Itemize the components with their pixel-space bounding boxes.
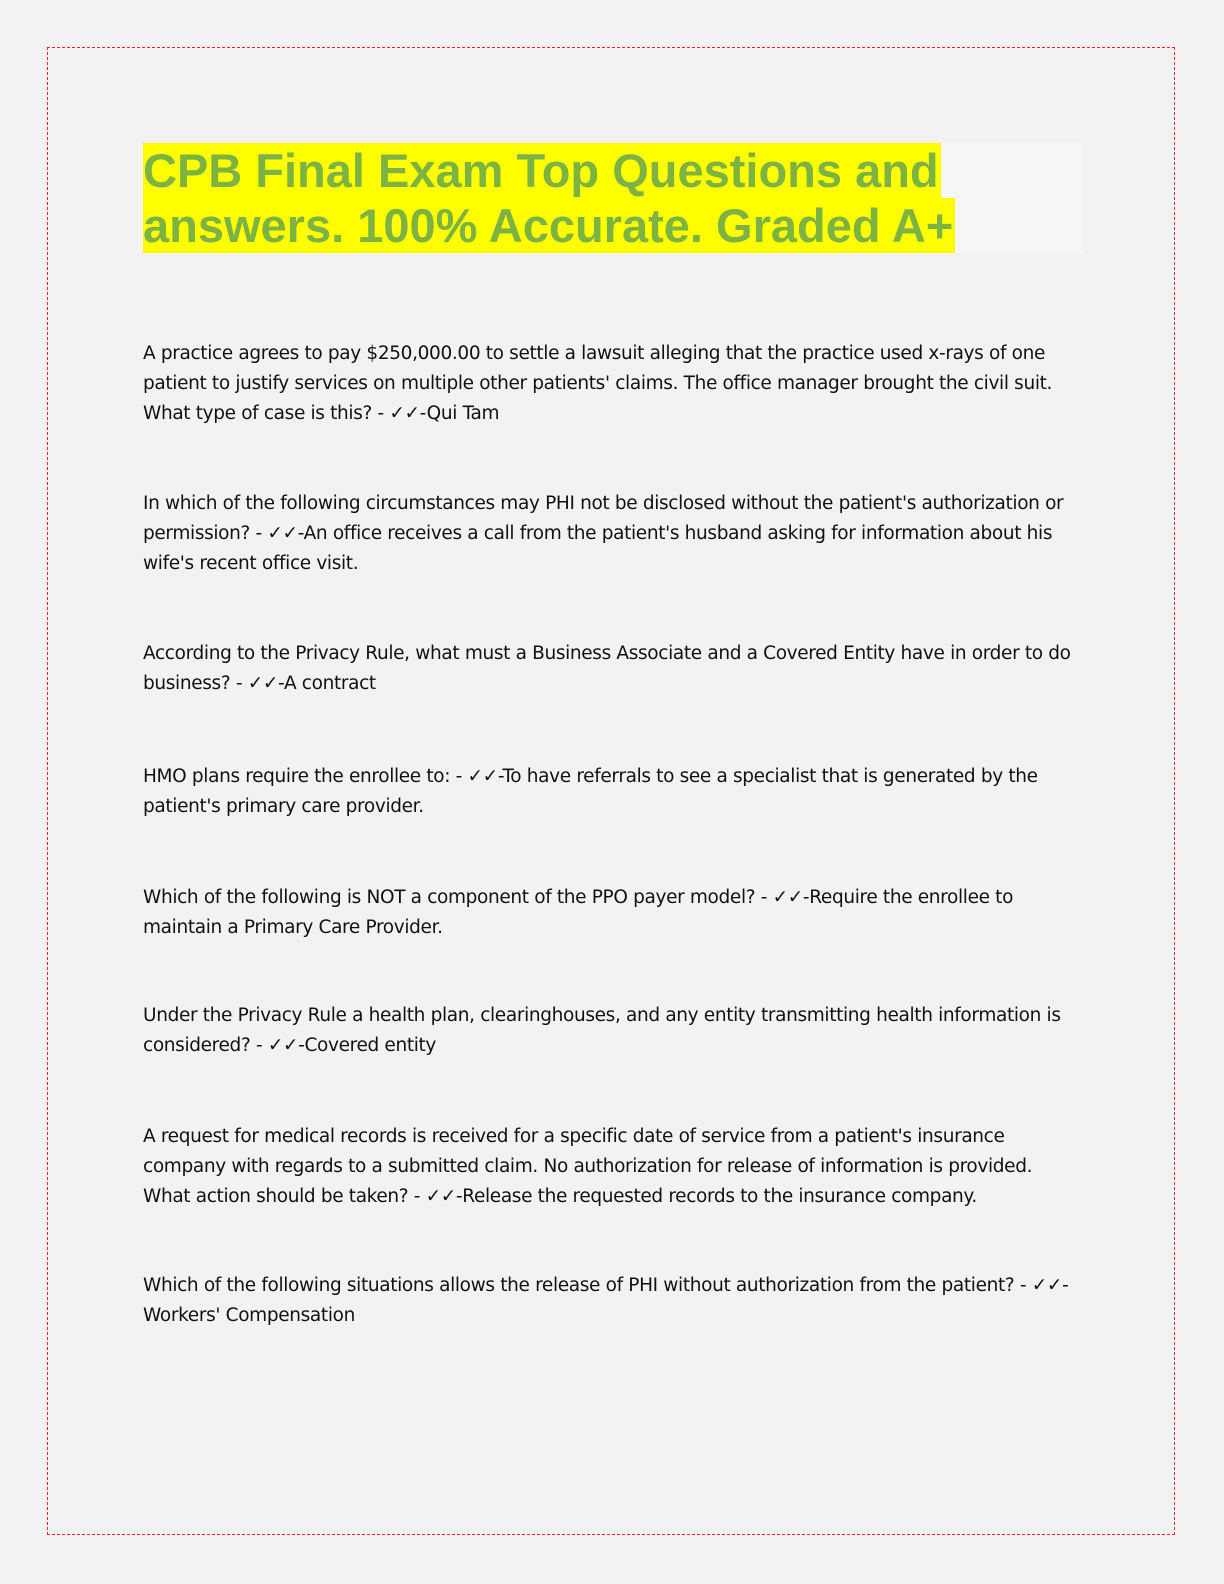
double-check-icon: ✓✓ (772, 887, 803, 908)
qa-item-7 (143, 1122, 1083, 1212)
qa-item-1 (143, 339, 1083, 429)
separator: - (250, 1035, 268, 1056)
answer-prefix: - (278, 673, 284, 694)
answer-text: Require the enrollee to maintain a Primary Care Provider. (143, 887, 1014, 938)
answer-text: To have referrals to see a specialist that is generated by the patient's primary care provider. (143, 766, 1038, 817)
answer-prefix: - (419, 403, 427, 424)
answer-prefix: - (1062, 1275, 1068, 1296)
answer-prefix: - (297, 523, 304, 544)
separator: - (371, 403, 390, 424)
separator: - (250, 523, 268, 544)
question-text: Which of the following situations allows the release of PHI without authorization from the patient? (143, 1275, 1015, 1296)
answer-prefix: - (455, 1186, 463, 1207)
qa-item-4 (143, 762, 1083, 822)
question-text: In which of the following circumstances may PHI not be disclosed without the patient's authorization or permission? (143, 493, 1064, 544)
qa-item-8 (143, 1271, 1083, 1331)
double-check-icon: ✓✓ (267, 1035, 299, 1056)
question-text: Under the Privacy Rule a health plan, clearinghouses, and any entity transmitting health information is considered? (143, 1005, 1061, 1056)
separator: - (450, 766, 468, 787)
question-text: HMO plans require the enrollee to: (143, 766, 451, 787)
answer-text: Release the requested records to the insurance company. (462, 1186, 977, 1207)
question-text: A practice agrees to pay $250,000.00 to settle a lawsuit alleging that the practice used x-rays of one patient to justify services on multiple other patients' claims. The office manager brought the civil suit. What type of case is this? (143, 343, 1053, 424)
double-check-icon: ✓✓ (1031, 1275, 1063, 1296)
document-title (143, 143, 1083, 254)
double-check-icon: ✓✓ (247, 673, 279, 694)
separator: - (1014, 1275, 1032, 1296)
question-text: According to the Privacy Rule, what must a Business Associate and a Covered Entity have in order to do business? (143, 643, 1071, 694)
separator: - (755, 887, 773, 908)
title-line-1: CPB Final Exam Top Questions and (143, 144, 939, 197)
answer-prefix: - (497, 766, 503, 787)
separator: - (230, 673, 248, 694)
double-check-icon: ✓✓ (467, 766, 498, 787)
answer-text: Workers' Compensation (143, 1305, 355, 1326)
qa-item-3 (143, 639, 1083, 699)
answer-text: An office receives a call from the patient's husband asking for information about his wife's recent office visit. (143, 523, 1053, 574)
title-line-2: answers. 100% Accurate. Graded A+ (143, 199, 954, 252)
answer-text: Covered entity (304, 1035, 437, 1056)
qa-item-6 (143, 1001, 1083, 1061)
qa-item-2 (143, 489, 1083, 579)
qa-item-5 (143, 883, 1083, 943)
double-check-icon: ✓✓ (425, 1186, 456, 1207)
double-check-icon: ✓✓ (389, 403, 420, 424)
answer-text: A contract (283, 673, 376, 694)
answer-prefix: - (298, 1035, 305, 1056)
answer-text: Qui Tam (426, 403, 500, 424)
answer-prefix: - (802, 887, 810, 908)
separator: - (408, 1186, 426, 1207)
question-text: A request for medical records is received for a specific date of service from a patient's insurance company with regards to a submitted claim. No authorization for release of information is provided. What action should be taken? (143, 1126, 1033, 1207)
question-text: Which of the following is NOT a component of the PPO payer model? (143, 887, 756, 908)
double-check-icon: ✓✓ (267, 523, 298, 544)
